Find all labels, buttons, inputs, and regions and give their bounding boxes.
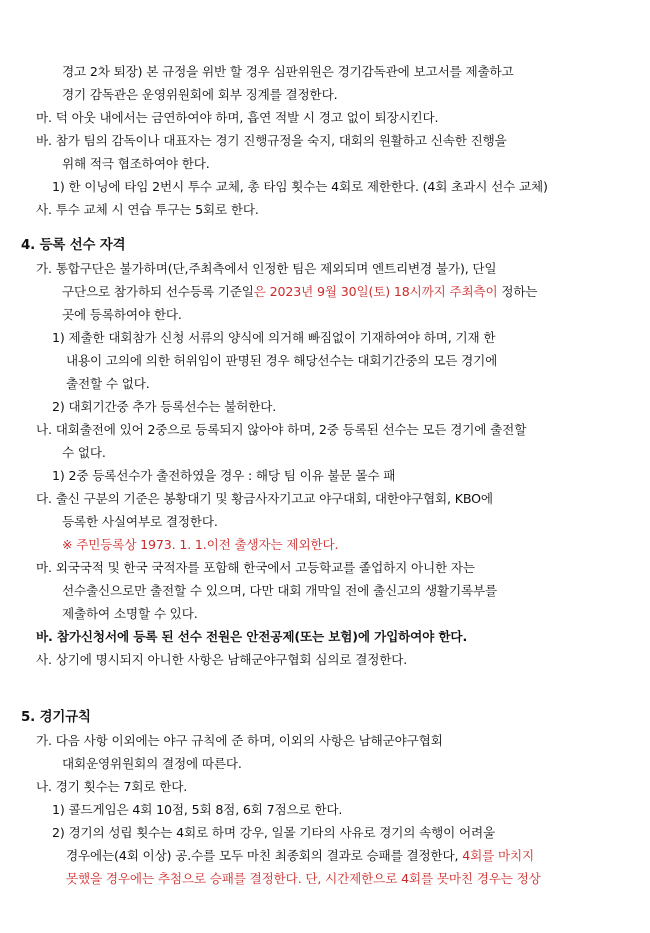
s4-ga-sub2: 2) 대회기간중 추가 등록선수는 불허한다. [52, 399, 277, 414]
s4-item-ma-line2: 선수출신으로만 출전할 수 있으며, 다만 대회 개막일 전에 출신고의 생활기록부를 [62, 583, 498, 598]
section-5-heading: 5. 경기규칙 [21, 710, 91, 725]
rule-line: 경기 감독관은 운영위원회에 회부 징계를 결정한다. [62, 87, 338, 102]
s4-ga-text-end: 정하는 [497, 284, 538, 299]
s5-na-sub2-emphasis: 4회를 마치지 [462, 848, 535, 863]
s5-item-na: 나. 경기 횟수는 7회로 한다. [36, 779, 188, 794]
s5-item-ga: 가. 다음 사항 이외에는 야구 규칙에 준 하며, 이외의 사항은 남해군야구협회 [36, 733, 443, 748]
rule-item-ba: 바. 참가 팀의 감독이나 대표자는 경기 진행규정을 숙지, 대회의 원활하고 신속한 진행을 [36, 133, 507, 148]
s4-ga-text: 구단으로 참가하되 선수등록 기준일 [62, 284, 254, 299]
section-4-heading: 4. 등록 선수 자격 [21, 238, 126, 253]
s5-na-sub2-line2 [0, 846, 642, 868]
s5-na-sub2-text: 경우에는(4회 이상) 공.수를 모두 마친 최종회의 결과로 승패를 결정한다, [66, 848, 463, 863]
s4-item-ma: 마. 외국국적 및 한국 국적자를 포함해 한국에서 고등학교를 졸업하지 아니한 자는 [36, 560, 475, 575]
s4-item-ga-line2 [0, 282, 642, 304]
rule-item-ma: 마. 덕 아웃 내에서는 금연하여야 하며, 흡연 적발 시 경고 없이 퇴장시킨다. [36, 110, 439, 125]
s4-na-sub1: 1) 2중 등록선수가 출전하였을 경우 : 해당 팀 이유 불문 몰수 패 [52, 468, 396, 483]
s4-item-ma-line3: 제출하여 소명할 수 있다. [62, 606, 198, 621]
s4-da-note: ※ 주민등록상 1973. 1. 1.이전 출생자는 제외한다. [62, 537, 339, 552]
rule-subitem-1: 1) 한 이닝에 타임 2번시 투수 교체, 총 타임 횟수는 4회로 제한한다. (4회 초과시 선수 교체) [52, 179, 548, 194]
s4-item-ga-line3: 곳에 등록하여야 한다. [62, 307, 182, 322]
s4-ga-sub1-line2: 내용이 고의에 의한 허위임이 판명된 경우 해당선수는 대회기간중의 모든 경기에 [66, 353, 498, 368]
s4-item-na-line2: 수 없다. [62, 445, 106, 460]
s4-item-da-line2: 등록한 사실여부로 결정한다. [62, 514, 218, 529]
rule-line: 위해 적극 협조하여야 한다. [62, 156, 210, 171]
s4-item-ba: 바. 참가신청서에 등록 된 선수 전원은 안전공제(또는 보험)에 가입하여야 한다. [36, 629, 468, 644]
s5-na-sub2: 2) 경기의 성립 횟수는 4회로 하며 강우, 일몰 기타의 사유로 경기의 속행이 어려울 [52, 825, 496, 840]
s5-na-sub2-line3: 못했을 경우에는 추첨으로 승패를 결정한다. 단, 시간제한으로 4회를 못마친 경우는 정상 [66, 871, 541, 886]
s5-item-ga-line2: 대회운영위원회의 결정에 따른다. [62, 756, 242, 771]
s4-item-sa: 사. 상기에 명시되지 아니한 사항은 남해군야구협회 심의로 결정한다. [36, 652, 408, 667]
s4-ga-sub1-line3: 출전할 수 없다. [66, 376, 150, 391]
s4-ga-sub1: 1) 제출한 대회참가 신청 서류의 양식에 의거해 빠짐없이 기재하여야 하며, 기재 한 [52, 330, 496, 345]
rule-line: 경고 2차 퇴장) 본 규정을 위반 할 경우 심판위원은 경기감독관에 보고서를 제출하고 [62, 64, 514, 79]
s4-item-ga: 가. 통합구단은 불가하며(단,주최측에서 인정한 팀은 제외되며 엔트리변경 불가), 단일 [36, 261, 497, 276]
s5-na-sub1: 1) 콜드게임은 4회 10점, 5회 8점, 6회 7점으로 한다. [52, 802, 343, 817]
s4-item-na: 나. 대회출전에 있어 2중으로 등록되지 않아야 하며, 2중 등록된 선수는 모든 경기에 출전할 [36, 422, 527, 437]
registration-deadline: 은 2023년 9월 30일(토) 18시까지 주최측이 [253, 284, 498, 299]
rule-item-sa: 사. 투수 교체 시 연습 투구는 5회로 한다. [36, 202, 259, 217]
s4-item-da: 다. 출신 구분의 기준은 봉황대기 및 황금사자기고교 야구대회, 대한야구협회, KBO에 [36, 491, 493, 506]
